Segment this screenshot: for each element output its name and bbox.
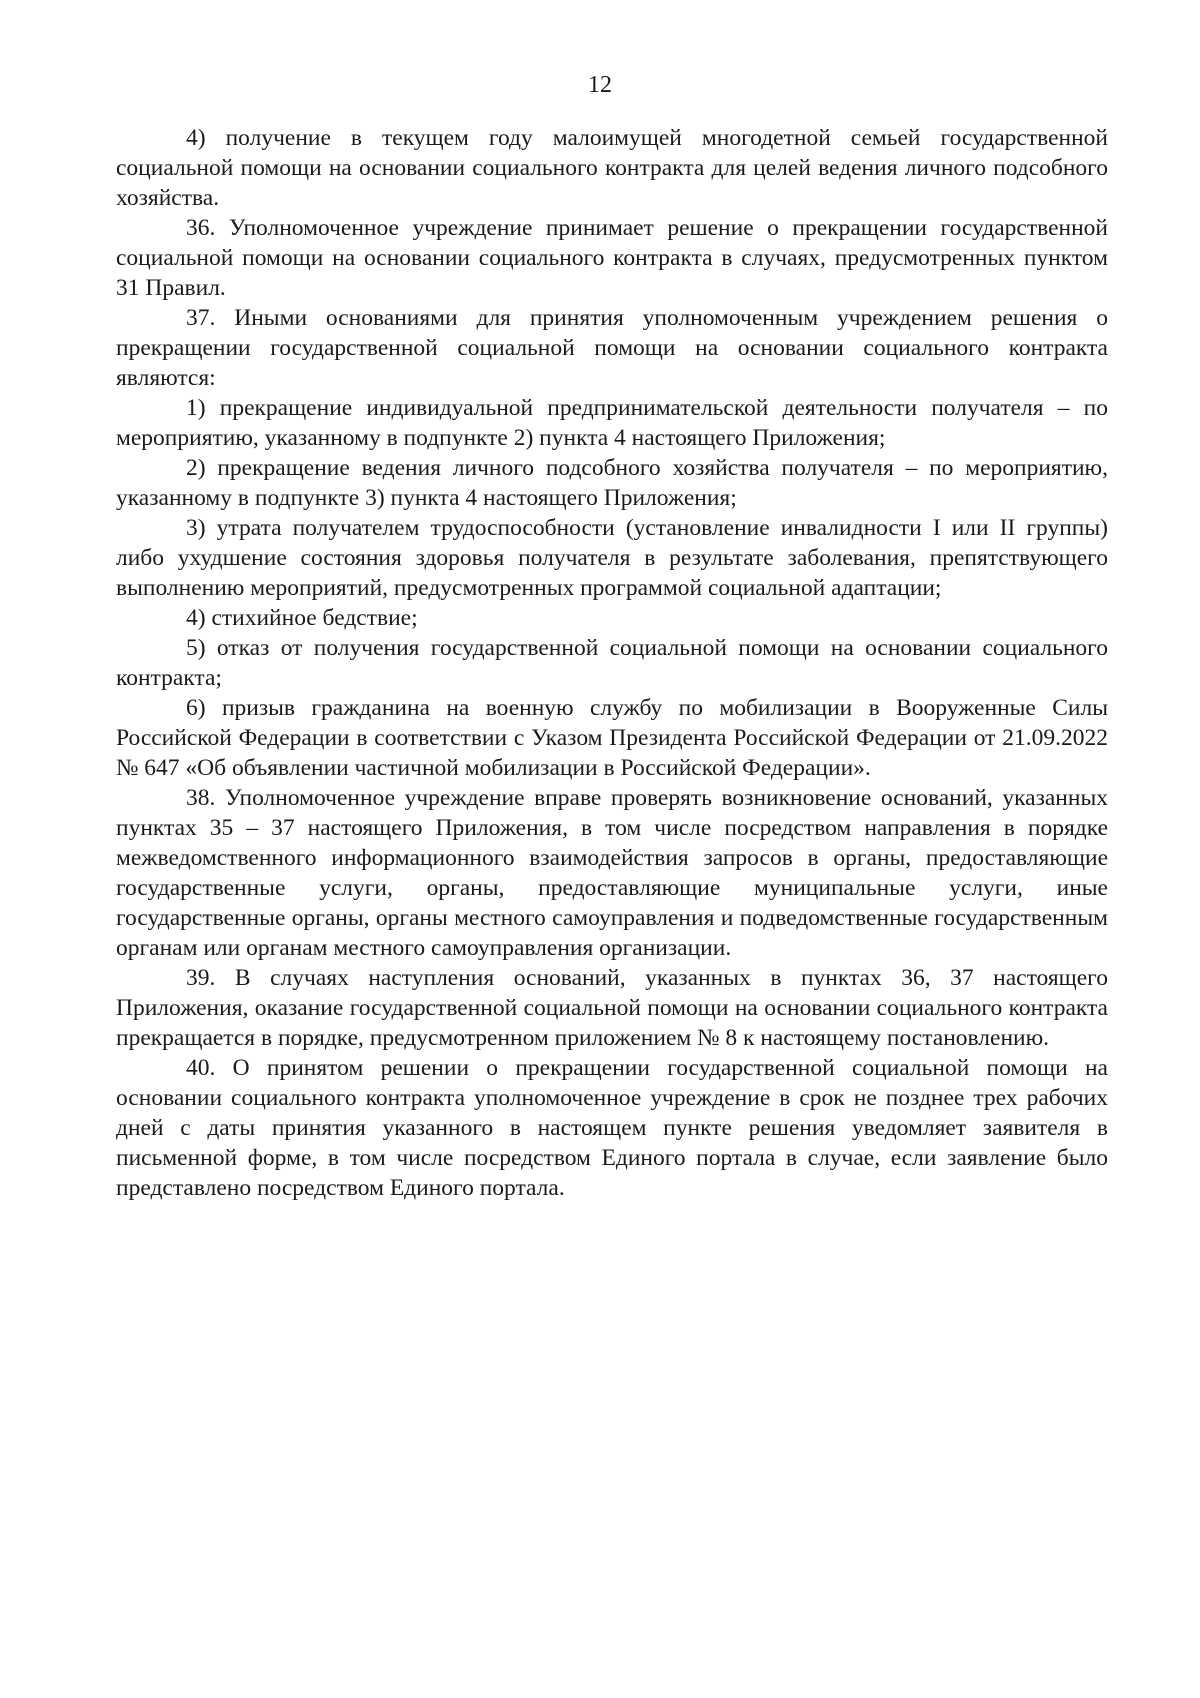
paragraph-37-item-2: 2) прекращение ведения личного подсобного хозяйства получателя – по мероприятию, указанному в подпункте 3) пункта 4 настоящего Приложения; xyxy=(116,455,1108,511)
paragraph-38: 38. Уполномоченное учреждение вправе проверять возникновение оснований, указанных пунктах 35 – 37 настоящего Приложения, в том числе посредством направления в порядке межведомственного информационного взаимодействия запросов в органы, предоставляющие государственные услуги, органы, предоставляющие муниципальные услуги, иные государственные органы, органы местного самоуправления и подведомственные государственным органам или органам местного самоуправления организации. xyxy=(116,785,1108,961)
paragraph-39: 39. В случаях наступления оснований, указанных в пунктах 36, 37 настоящего Приложения, оказание государственной социальной помощи на основании социального контракта прекращается в порядке, предусмотренном приложением № 8 к настоящему постановлению. xyxy=(116,965,1108,1051)
paragraph-37-item-3: 3) утрата получателем трудоспособности (установление инвалидности I или II группы) либо ухудшение состояния здоровья получателя в результате заболевания, препятствующего выполнению мероприятий, предусмотренных программой социальной адаптации; xyxy=(116,515,1108,601)
paragraph-40: 40. О принятом решении о прекращении государственной социальной помощи на основании социального контракта уполномоченное учреждение в срок не позднее трех рабочих дней с даты принятия указанного в настоящем пункте решения уведомляет заявителя в письменной форме, в том числе посредством Единого портала в случае, если заявление было представлено посредством Единого портала. xyxy=(116,1055,1108,1201)
paragraph-37-item-5: 5) отказ от получения государственной социальной помощи на основании социального контракта; xyxy=(116,635,1108,691)
paragraph-37-item-6: 6) призыв гражданина на военную службу по мобилизации в Вооруженные Силы Российской Федерации в соответствии с Указом Президента Российской Федерации от 21.09.2022 № 647 «Об объявлении частичной мобилизации в Российской Федерации». xyxy=(116,695,1108,781)
page-number: 12 xyxy=(588,72,612,98)
paragraph-item-4-household: 4) получение в текущем году малоимущей многодетной семьей государственной социальной помощи на основании социального контракта для целей ведения личного подсобного хозяйства. xyxy=(116,125,1108,211)
paragraph-36: 36. Уполномоченное учреждение принимает решение о прекращении государственной социальной помощи на основании социального контракта в случаях, предусмотренных пунктом 31 Правил. xyxy=(116,215,1108,301)
document-body xyxy=(116,123,1108,1203)
paragraph-37-item-4: 4) стихийное бедствие; xyxy=(186,605,418,631)
paragraph-37-item-1: 1) прекращение индивидуальной предпринимательской деятельности получателя – по мероприятию, указанному в подпункте 2) пункта 4 настоящего Приложения; xyxy=(116,395,1108,451)
paragraph-37: 37. Иными основаниями для принятия уполномоченным учреждением решения о прекращении государственной социальной помощи на основании социального контракта являются: xyxy=(116,305,1108,391)
